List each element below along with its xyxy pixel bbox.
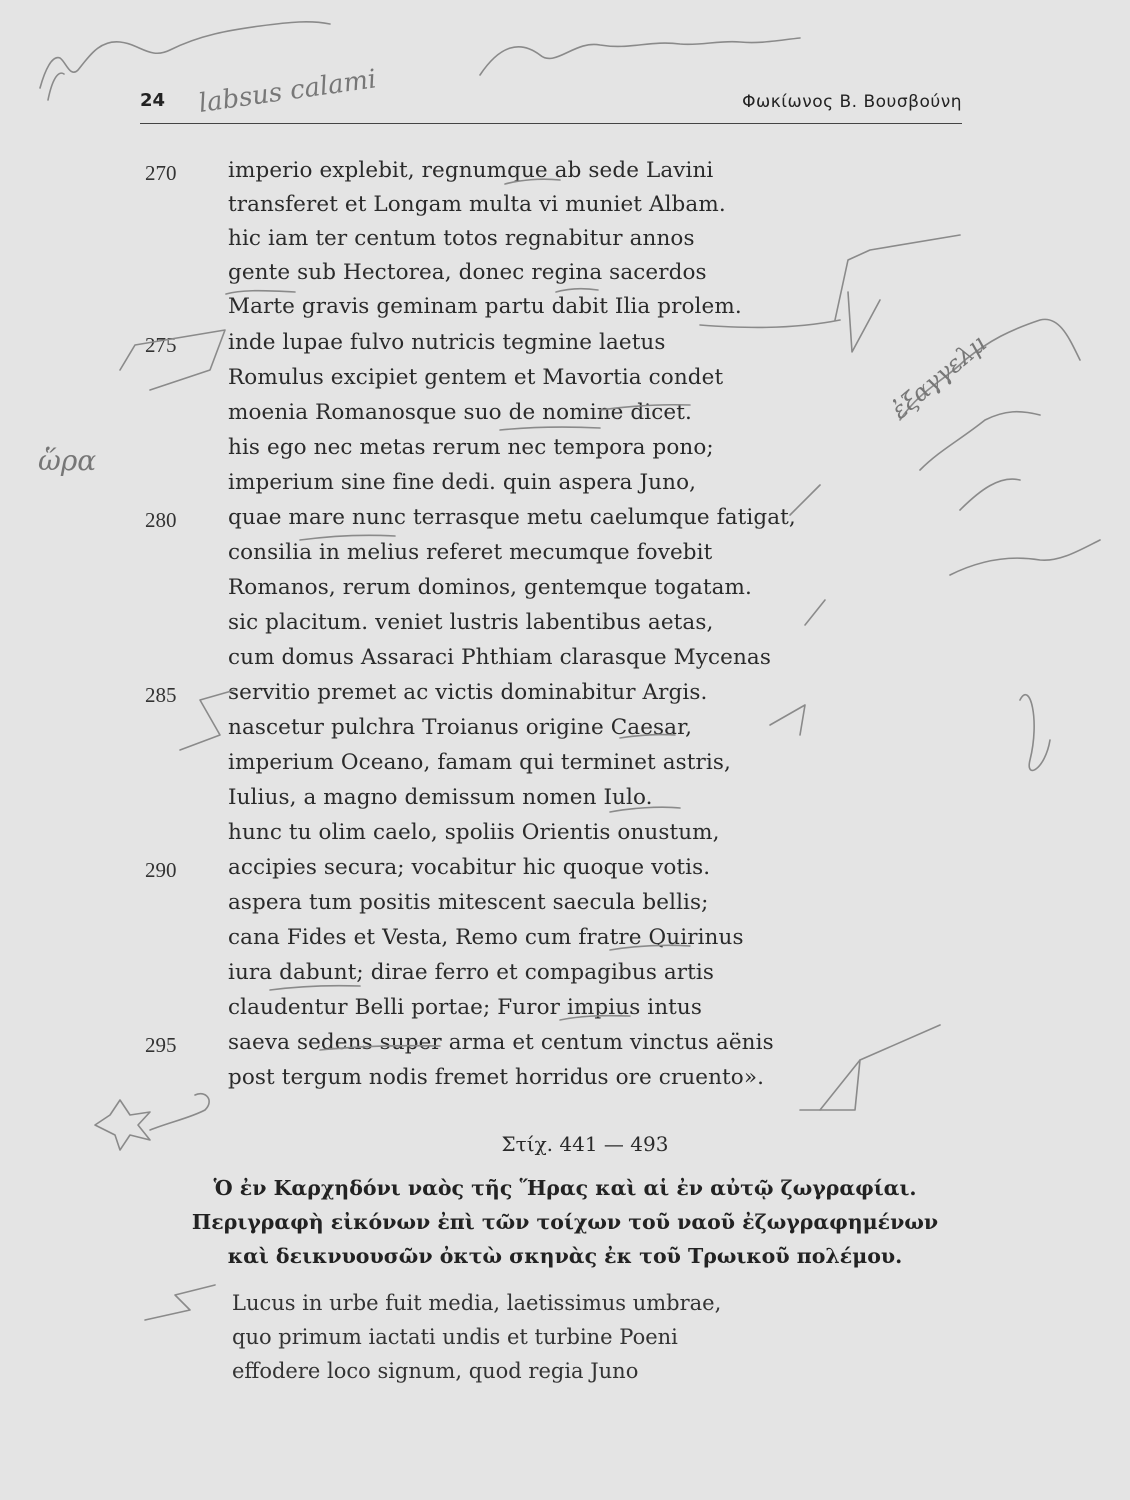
verse-line [0,365,1130,399]
verse-text: quae mare nunc terrasque metu caelumque fatigat, [228,505,796,530]
page-number: 24 [140,90,166,111]
verse-text: Iulius, a magno demissum nomen Iulo. [228,785,653,810]
verse-line [0,890,1130,924]
verse-text: claudentur Belli portae; Furor impius intus [228,995,703,1020]
verse-text: nascetur pulchra Troianus origine Caesar, [228,715,693,740]
verse-line [0,505,1130,539]
verse-line [0,260,1130,294]
verse-line [0,435,1130,469]
handwritten-note: labsus calami [196,64,379,119]
verse-line [0,785,1130,819]
verse-line [0,158,1130,192]
verse-number: 275 [145,333,177,357]
section-title-line: Περιγραφὴ εἰκόνων ἐπὶ τῶν τοίχων τοῦ ναοῦ ἐζωγραφημένων [191,1210,939,1234]
handwriting-scribble [48,73,64,100]
verse-number: 280 [145,508,177,532]
verse-line [0,294,1130,328]
verse-line [0,820,1130,854]
verse-text: Romulus excipiet gentem et Mavortia condet [228,365,724,390]
verse-number: 290 [145,858,177,882]
handwritten-note: ἐξαγγελμ [885,329,992,425]
verse-text: gente sub Hectorea, donec regina sacerdos [228,260,707,285]
verse-text: cana Fides et Vesta, Remo cum fratre Quirinus [228,925,744,950]
verse-number: 295 [145,1033,177,1057]
header-rule [140,123,962,124]
verse-text: iura dabunt; dirae ferro et compagibus artis [228,960,715,985]
verse-line [0,330,1130,364]
verse-text: moenia Romanosque suo de nomine dicet. [228,400,692,425]
verse-text: imperium Oceano, famam qui terminet astris, [228,750,731,775]
verse-line [0,995,1130,1029]
verse-text: post tergum nodis fremet horridus ore cruento». [228,1065,765,1090]
verse-line [0,715,1130,749]
verse-text: imperio explebit, regnumque ab sede Lavini [228,158,714,183]
verse-line [0,470,1130,504]
verse-text: Romanos, rerum dominos, gentemque togatam. [228,575,752,600]
section-title-line: Ὁ ἐν Καρχηδόνι ναὸς τῆς Ἥρας καὶ αἱ ἐν αὐτῷ ζωγραφίαι. [213,1176,917,1200]
verse-text: transferet et Longam multa vi muniet Albam. [228,192,726,217]
verse-line [0,540,1130,574]
verse-text: Marte gravis geminam partu dabit Ilia prolem. [228,294,742,319]
verse-number: 285 [145,683,177,707]
verse-text: aspera tum positis mitescent saecula bellis; [228,890,709,915]
section-verse-text: Lucus in urbe fuit media, laetissimus umbrae, [232,1291,722,1315]
section-verse-text: quo primum iactati undis et turbine Poeni [232,1325,678,1349]
verse-line [0,610,1130,644]
verse-text: sic placitum. veniet lustris labentibus aetas, [228,610,714,635]
verse-line [0,925,1130,959]
verse-line [0,192,1130,226]
verse-text: consilia in melius referet mecumque fovebit [228,540,713,565]
verse-text: inde lupae fulvo nutricis tegmine laetus [228,330,666,355]
verse-line [0,400,1130,434]
verse-line [0,855,1130,889]
handwritten-note: ὥρα [38,444,97,477]
verse-text: hunc tu olim caelo, spoliis Orientis onustum, [228,820,720,845]
verse-text: saeva sedens super arma et centum vinctus aënis [228,1030,774,1055]
verse-text: imperium sine fine dedi. quin aspera Juno, [228,470,697,495]
section-verse-text: effodere loco signum, quod regia Juno [232,1359,639,1383]
verse-text: cum domus Assaraci Phthiam clarasque Mycenas [228,645,771,670]
verse-text: servitio premet ac victis dominabitur Argis. [228,680,708,705]
verse-line [0,960,1130,994]
verse-line [0,1065,1130,1099]
verse-line [0,680,1130,714]
verse-line [0,1030,1130,1064]
verse-number: 270 [145,161,177,185]
verse-line [0,575,1130,609]
verse-line [0,750,1130,784]
verse-text: his ego nec metas rerum nec tempora pono; [228,435,714,460]
verse-line [0,645,1130,679]
verse-text: hic iam ter centum totos regnabitur annos [228,226,695,251]
verse-text: accipies secura; vocabitur hic quoque votis. [228,855,711,880]
verse-line [0,226,1130,260]
handwriting-scribble [480,38,800,75]
running-header-author: Φωκίωνος Β. Βουσβούνη [742,92,962,112]
handwriting-scribble [40,22,330,88]
section-verse-range: Στίχ. 441 — 493 [501,1132,669,1156]
section-title-line: καὶ δεικνυουσῶν ὀκτὼ σκηνὰς ἐκ τοῦ Τρωικοῦ πολέμου. [227,1244,903,1268]
